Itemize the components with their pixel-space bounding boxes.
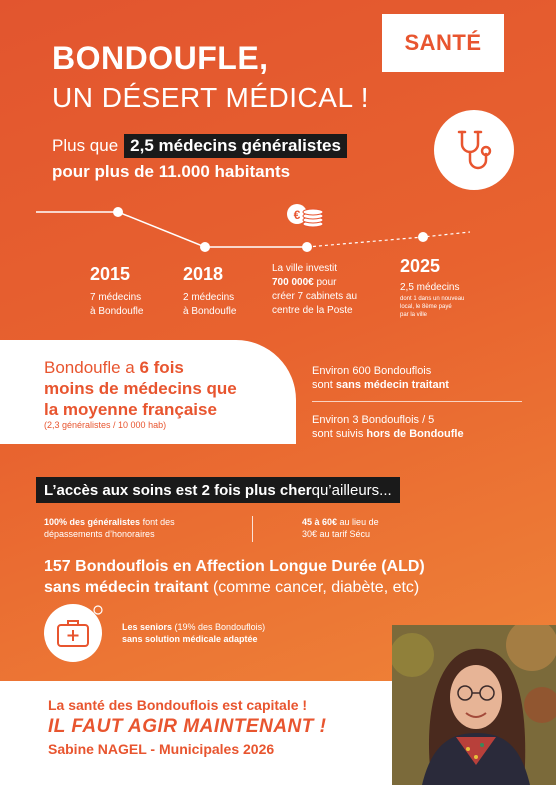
comparison-note: (2,3 généralistes / 10 000 hab) — [44, 420, 167, 430]
investment-line1: La ville investit — [272, 263, 338, 274]
cost-tarif: 45 à 60€ au lieu de 30€ au tarif Sécu — [302, 517, 379, 539]
timeline-item-investment — [272, 262, 357, 318]
investment-line2: 700 000€ pour — [272, 277, 337, 288]
subtitle-prefix: Plus que — [52, 136, 119, 155]
timeline-dot-2025 — [418, 232, 428, 242]
stethoscope-icon — [434, 110, 514, 190]
subtitle-highlight: 2,5 médecins généralistes — [124, 134, 347, 158]
timeline-dot-2018 — [200, 242, 210, 252]
timeline-2015-text1: 7 médecins — [90, 292, 142, 303]
ald-text: 157 Bondouflois en Affection Longue Durée (ALD) sans médecin traitant (comme cancer, diabète, etc) — [44, 558, 425, 596]
cost-generalistes: 100% des généralistes font des dépassements d’honoraires — [44, 517, 175, 539]
timeline-2025-text1: 2,5 médecins — [400, 282, 460, 293]
timeline-item-2015 — [90, 264, 143, 319]
timeline-dot-2015 — [113, 207, 123, 217]
timeline-item-2018 — [183, 264, 236, 319]
title-line2: UN DÉSERT MÉDICAL ! — [52, 82, 370, 113]
footer-line1: La santé des Bondouflois est capitale ! — [48, 697, 308, 713]
divider-vertical — [252, 516, 253, 542]
comparison-text: Bondoufle a 6 fois moins de médecins que la moyenne française — [44, 358, 237, 419]
year-2015: 2015 — [90, 264, 131, 284]
timeline-2025-small1: dont 1 dans un nouveau — [400, 296, 465, 302]
timeline-item-2025 — [400, 256, 464, 319]
year-2018: 2018 — [183, 264, 224, 284]
subtitle-line1 — [52, 134, 347, 158]
environ-600: Environ 600 Bondouflois sont sans médecin traitant — [312, 365, 449, 391]
timeline-2025-small2: local, le 8ème payé — [400, 304, 452, 310]
small-circle-icon — [92, 604, 104, 616]
sante-badge: SANTÉ — [382, 14, 504, 72]
divider — [312, 401, 522, 402]
coins-icon — [285, 200, 325, 232]
timeline-2018-text1: 2 médecins — [183, 292, 235, 303]
timeline-2015-text2: à Bondoufle — [90, 306, 144, 317]
footer-signature: Sabine NAGEL - Municipales 2026 — [48, 741, 275, 757]
timeline-graph — [0, 190, 556, 260]
timeline-2025-small3: par la ville — [400, 312, 428, 318]
title-line1: BONDOUFLE, — [52, 40, 269, 76]
access-banner: L’accès aux soins est 2 fois plus cher qu’ailleurs... — [36, 477, 400, 503]
year-2025: 2025 — [400, 256, 441, 276]
candidate-photo — [392, 625, 556, 785]
investment-line3: créer 7 cabinets au — [272, 291, 358, 302]
subtitle-line2: pour plus de 11.000 habitants — [52, 162, 291, 181]
footer-slogan: IL FAUT AGIR MAINTENANT ! — [48, 716, 327, 737]
investment-line4: centre de la Poste — [272, 305, 353, 316]
timeline-2018-text2: à Bondoufle — [183, 306, 237, 317]
timeline-dot-investment — [302, 242, 312, 252]
environ-3-sur-5: Environ 3 Bondouflois / 5 sont suivis hors de Bondoufle — [312, 414, 464, 440]
seniors-text: Les seniors (19% des Bondouflois) sans solution médicale adaptée — [122, 622, 266, 644]
svg-text:€: € — [293, 208, 301, 222]
